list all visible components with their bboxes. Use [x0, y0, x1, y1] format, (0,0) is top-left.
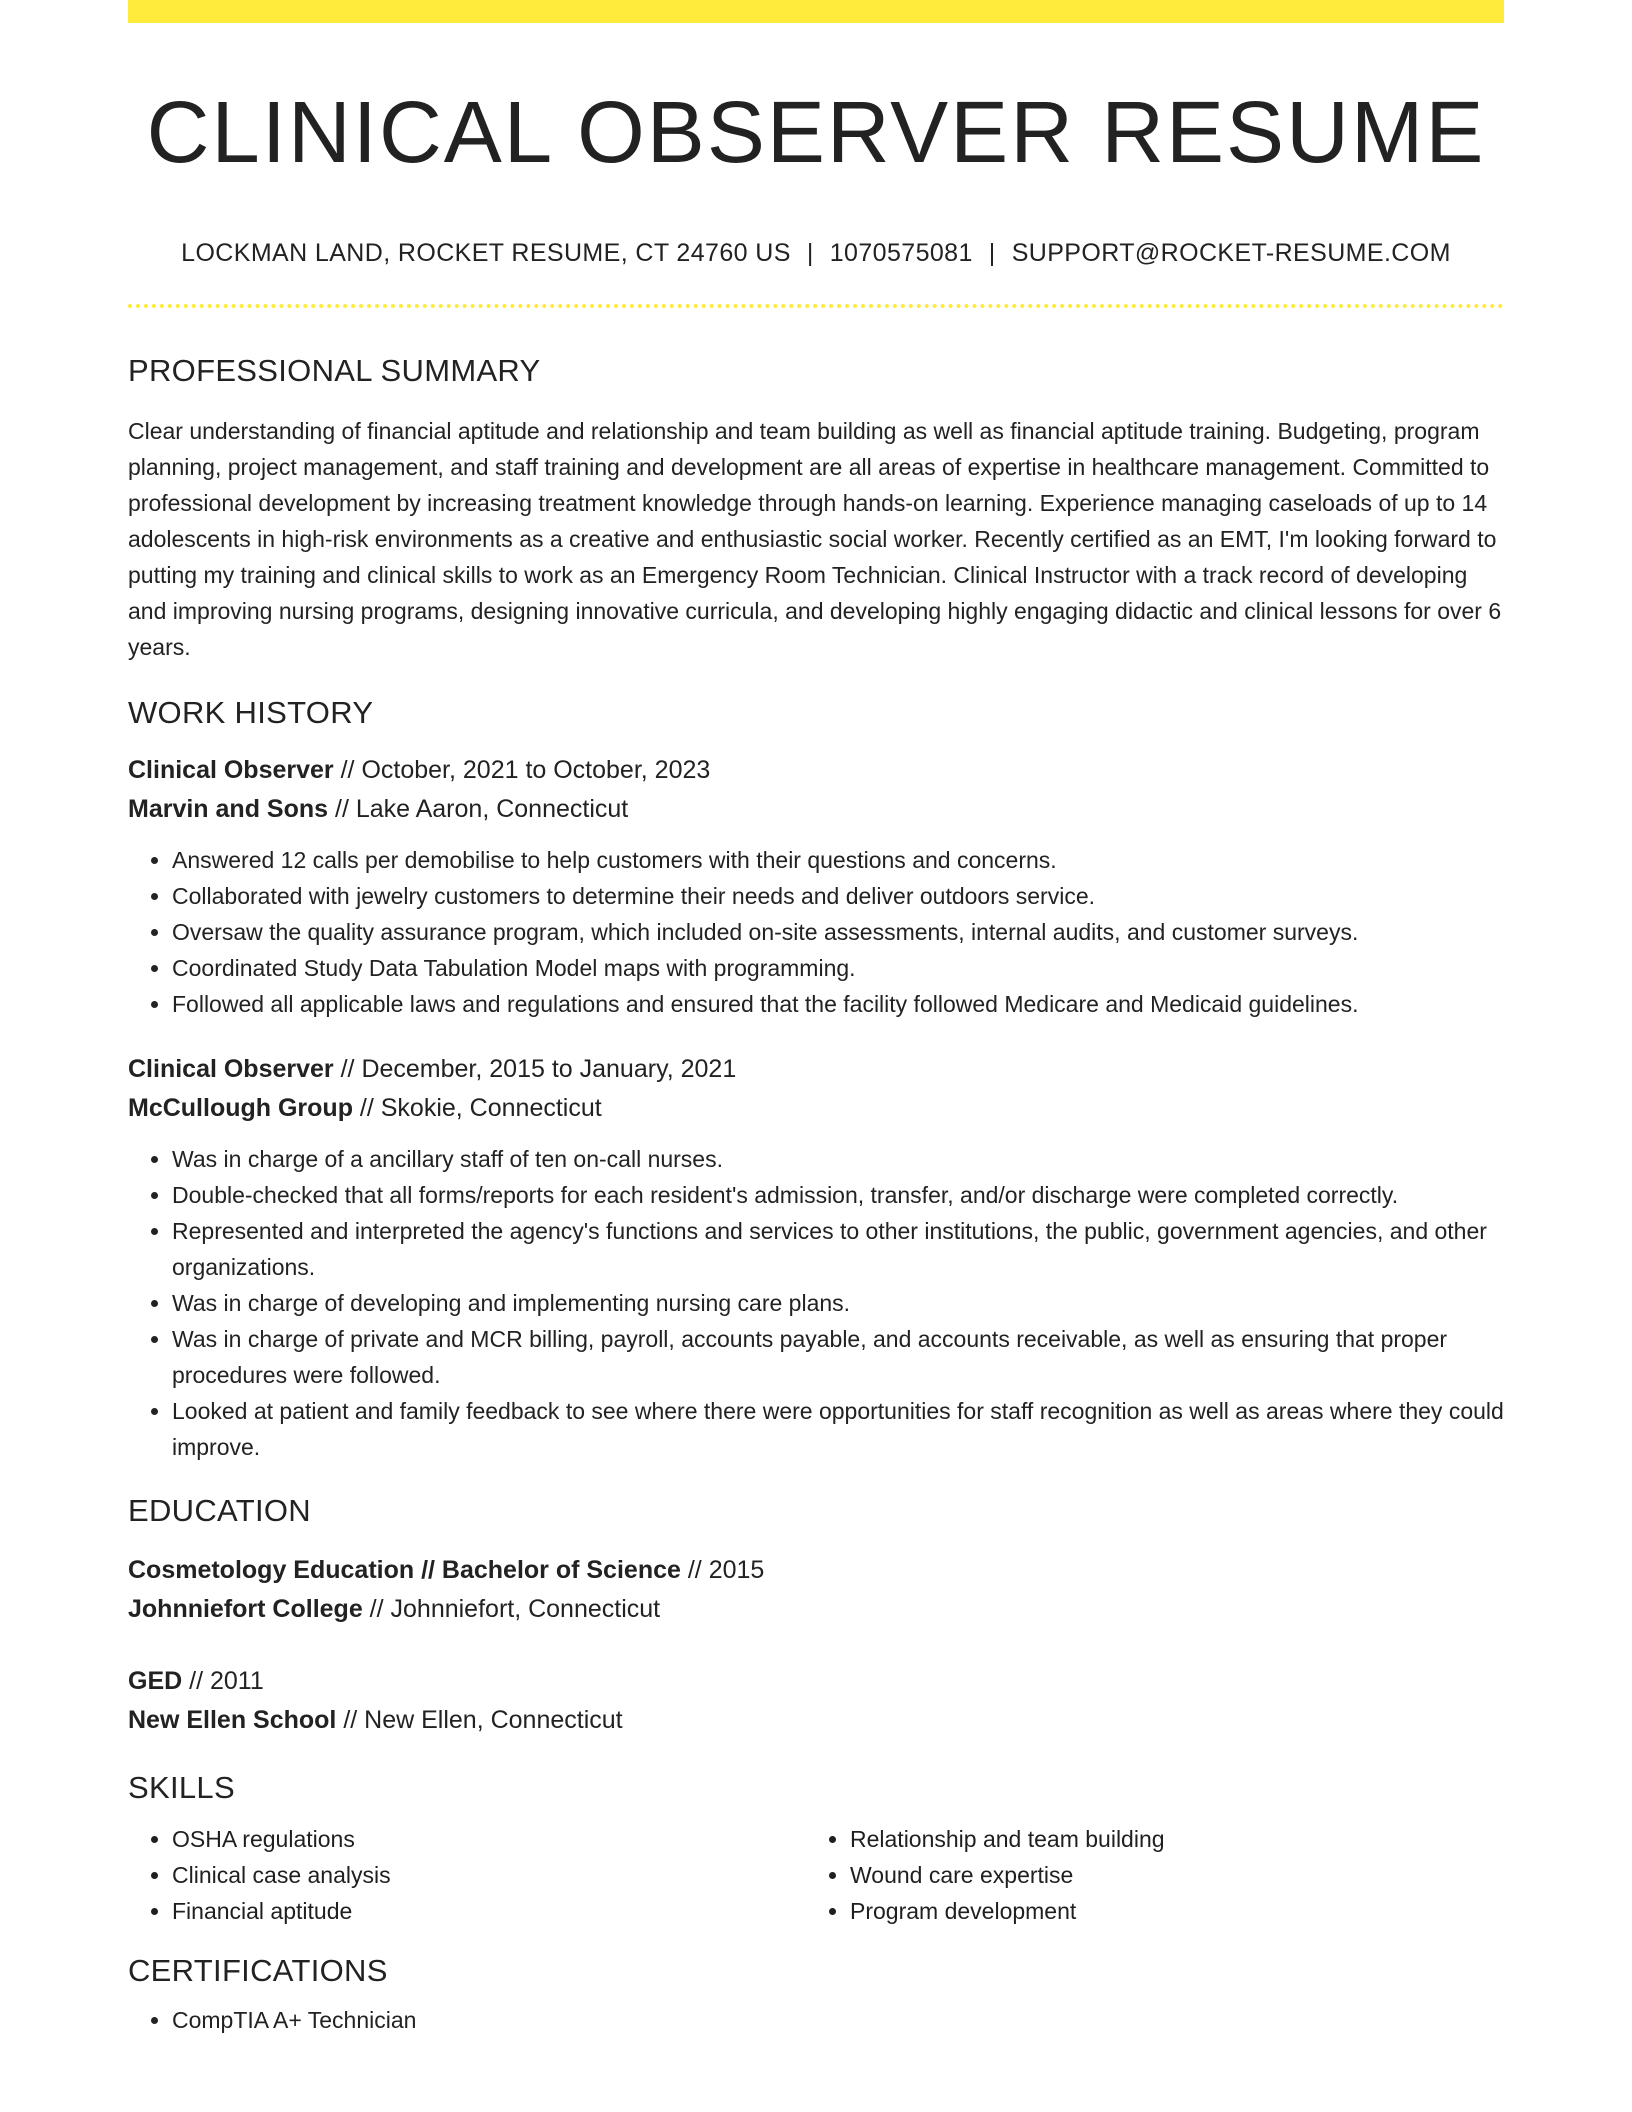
- job-title-line: [128, 1050, 1504, 1089]
- resume-title: CLINICAL OBSERVER RESUME: [146, 84, 1486, 181]
- job-bullet: • Double-checked that all forms/reports for each resident's admission, transfer, and/or discharge were completed correctly.: [172, 1177, 1504, 1213]
- education-location: // Johnniefort, Connecticut: [362, 1594, 661, 1623]
- dotted-divider: [128, 304, 1504, 308]
- work-history-heading: WORK HISTORY: [128, 694, 374, 730]
- education-school: New Ellen School: [128, 1705, 337, 1734]
- education-degree-line: [128, 1662, 1504, 1701]
- job-entry: [128, 751, 1504, 1022]
- contact-address: LOCKMAN LAND, ROCKET RESUME, CT 24760 US: [181, 238, 791, 267]
- education-degree-line: [128, 1551, 1504, 1590]
- skills-column-left: [128, 1821, 806, 1929]
- skill-item: • OSHA regulations: [172, 1821, 806, 1857]
- job-bullet: • Represented and interpreted the agency's functions and services to other institutions, the public, government agencies, and other organizations.: [172, 1213, 1504, 1285]
- skill-item: • Relationship and team building: [850, 1821, 1484, 1857]
- resume-content: [128, 23, 1504, 2038]
- job-entry: [128, 1050, 1504, 1465]
- summary-heading: PROFESSIONAL SUMMARY: [128, 352, 541, 388]
- education-heading: EDUCATION: [128, 1492, 311, 1528]
- education-entry: [128, 1662, 1504, 1740]
- skill-item: • Financial aptitude: [172, 1893, 806, 1929]
- education-year: // 2011: [182, 1666, 264, 1695]
- summary-text: Clear understanding of financial aptitude and relationship and team building as well as financial aptitude training. Budgeting, program planning, project management, and staff training and development are all areas of expertise in healthcare management. Committed to professional development by increasing treatment knowledge through hands-on learning. Experience managing caseloads of up to 14 adolescents in high-risk environments as a creative and enthusiastic social worker. Recently certified as an EMT, I'm looking forward to putting my training and clinical skills to work as an Emergency Room Technician. Clinical Instructor with a track record of developing and improving nursing programs, designing innovative curricula, and developing highly engaging didactic and clinical lessons for over 6 years.: [128, 417, 1502, 660]
- job-company-line: [128, 1089, 1504, 1128]
- certification-item: • CompTIA A+ Technician: [172, 2002, 1504, 2038]
- job-company: Marvin and Sons: [128, 794, 329, 823]
- job-bullet: • Was in charge of private and MCR billing, payroll, accounts payable, and accounts receivable, as well as ensuring that proper procedures were followed.: [172, 1321, 1504, 1393]
- skills-grid: [128, 1821, 1504, 1929]
- contact-separator: |: [806, 238, 814, 267]
- job-bullet: • Collaborated with jewelry customers to determine their needs and deliver outdoors service.: [172, 878, 1504, 914]
- contact-separator: |: [988, 238, 996, 267]
- education-school-line: [128, 1590, 1504, 1629]
- certifications-list: [128, 2002, 1504, 2038]
- skill-item: • Clinical case analysis: [172, 1857, 806, 1893]
- job-dates: // October, 2021 to October, 2023: [333, 755, 711, 784]
- job-bullet: • Was in charge of developing and implementing nursing care plans.: [172, 1285, 1504, 1321]
- education-school: Johnniefort College: [128, 1594, 363, 1623]
- education-degree: Cosmetology Education // Bachelor of Science: [128, 1555, 681, 1584]
- job-title: Clinical Observer: [128, 1054, 334, 1083]
- job-title-line: [128, 751, 1504, 790]
- job-bullets: [128, 1141, 1504, 1465]
- job-bullets: [128, 842, 1504, 1022]
- education-year: // 2015: [680, 1555, 765, 1584]
- job-bullet: • Answered 12 calls per demobilise to help customers with their questions and concerns.: [172, 842, 1504, 878]
- job-bullet: • Followed all applicable laws and regulations and ensured that the facility followed Medicare and Medicaid guidelines.: [172, 986, 1504, 1022]
- skills-heading: SKILLS: [128, 1769, 235, 1805]
- skill-item: • Program development: [850, 1893, 1484, 1929]
- job-bullet: • Coordinated Study Data Tabulation Model maps with programming.: [172, 950, 1504, 986]
- job-bullet: • Oversaw the quality assurance program, which included on-site assessments, internal audits, and customer surveys.: [172, 914, 1504, 950]
- job-company-line: [128, 790, 1504, 829]
- accent-top-bar: [128, 0, 1504, 23]
- skill-item: • Wound care expertise: [850, 1857, 1484, 1893]
- job-bullet: • Was in charge of a ancillary staff of ten on-call nurses.: [172, 1141, 1504, 1177]
- education-degree: GED: [128, 1666, 183, 1695]
- job-location: // Lake Aaron, Connecticut: [328, 794, 629, 823]
- contact-line: [128, 239, 1504, 268]
- job-title: Clinical Observer: [128, 755, 334, 784]
- skills-column-right: [806, 1821, 1484, 1929]
- certifications-heading: CERTIFICATIONS: [128, 1952, 388, 1988]
- job-company: McCullough Group: [128, 1093, 353, 1122]
- job-location: // Skokie, Connecticut: [352, 1093, 602, 1122]
- education-entry: [128, 1551, 1504, 1629]
- job-bullet: • Looked at patient and family feedback to see where there were opportunities for staff recognition as well as areas where they could improve.: [172, 1393, 1504, 1465]
- education-school-line: [128, 1701, 1504, 1740]
- job-dates: // December, 2015 to January, 2021: [333, 1054, 737, 1083]
- contact-phone: 1070575081: [829, 238, 973, 267]
- education-location: // New Ellen, Connecticut: [336, 1705, 623, 1734]
- contact-email: SUPPORT@ROCKET-RESUME.COM: [1011, 238, 1451, 267]
